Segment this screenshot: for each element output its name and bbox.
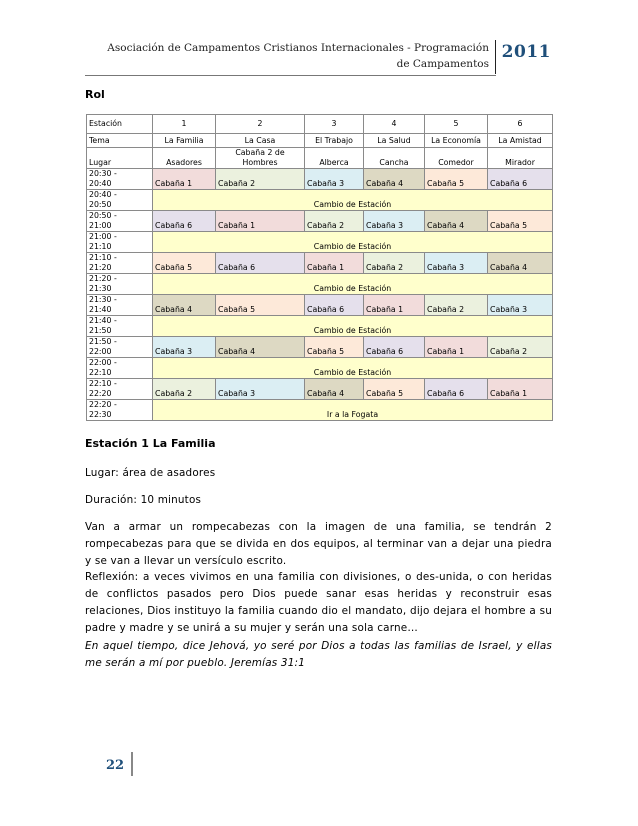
- cabin-cell: Cabaña 5: [153, 253, 216, 274]
- cabin-cell: Cabaña 1: [153, 169, 216, 190]
- cabin-cell: Cabaña 3: [305, 169, 364, 190]
- transition-row: [87, 190, 553, 211]
- cabin-cell: Cabaña 3: [364, 211, 425, 232]
- cabin-cell: Cabaña 1: [305, 253, 364, 274]
- time-slot: 21:00 - 21:10: [87, 232, 153, 253]
- cabin-cell: Cabaña 4: [425, 211, 488, 232]
- schedule-table: [86, 114, 553, 421]
- transition-cell: Cambio de Estación: [153, 232, 553, 253]
- cabin-cell: Cabaña 4: [305, 379, 364, 400]
- cabin-cell: Cabaña 4: [364, 169, 425, 190]
- cabin-cell: Cabaña 4: [488, 253, 553, 274]
- footer-divider: [131, 752, 133, 776]
- station-number: 2: [216, 115, 305, 134]
- cabin-cell: Cabaña 1: [425, 337, 488, 358]
- schedule-row: [87, 379, 553, 400]
- time-slot: 20:40 - 20:50: [87, 190, 153, 211]
- cabin-cell: Cabaña 1: [216, 211, 305, 232]
- cabin-cell: Cabaña 2: [488, 337, 553, 358]
- schedule-table-body: [87, 115, 553, 421]
- cabin-cell: Cabaña 5: [216, 295, 305, 316]
- transition-cell: Ir a la Fogata: [153, 400, 553, 421]
- header-rule: [85, 75, 496, 76]
- cabin-cell: Cabaña 3: [488, 295, 553, 316]
- section-title: Rol: [85, 88, 105, 101]
- station1-verse: En aquel tiempo, dice Jehová, yo seré por Dios a todas las familias de Israel, y ellas me serán a mí por pueblo. Jeremías 31:1: [85, 640, 552, 669]
- lugar-label: Lugar: [87, 148, 153, 169]
- station1-duracion: Duración: 10 minutos: [85, 494, 202, 506]
- cabin-cell: Cabaña 6: [305, 295, 364, 316]
- tema-label: Tema: [87, 134, 153, 148]
- page-header: [85, 40, 553, 74]
- cabin-cell: Cabaña 2: [364, 253, 425, 274]
- station1-lugar: Lugar: área de asadores: [85, 467, 216, 479]
- station-number: 1: [153, 115, 216, 134]
- lugar-cell: Cabaña 2 de Hombres: [216, 148, 305, 169]
- cabin-cell: Cabaña 3: [425, 253, 488, 274]
- tema-cell: La Familia: [153, 134, 216, 148]
- lugar-cell: Cancha: [364, 148, 425, 169]
- schedule-row: [87, 169, 553, 190]
- station1-description: Van a armar un rompecabezas con la imagen de una familia, se tendrán 2 rompecabezas para que se divida en dos equipos, al terminar van a dejar una piedra y se van a llevar un versículo escrito.: [85, 521, 552, 567]
- transition-row: [87, 400, 553, 421]
- schedule-row: [87, 211, 553, 232]
- cabin-cell: Cabaña 2: [216, 169, 305, 190]
- cabin-cell: Cabaña 2: [425, 295, 488, 316]
- station-number: 3: [305, 115, 364, 134]
- tema-row: [87, 134, 553, 148]
- cabin-cell: Cabaña 2: [153, 379, 216, 400]
- cabin-cell: Cabaña 4: [153, 295, 216, 316]
- schedule-row: [87, 295, 553, 316]
- header-title: Asociación de Campamentos Cristianos Internacionales - Programación de Campamentos: [107, 42, 489, 70]
- time-slot: 21:50 - 22:00: [87, 337, 153, 358]
- cabin-cell: Cabaña 1: [364, 295, 425, 316]
- cabin-cell: Cabaña 6: [364, 337, 425, 358]
- transition-row: [87, 274, 553, 295]
- cabin-cell: Cabaña 4: [216, 337, 305, 358]
- lugar-cell: Alberca: [305, 148, 364, 169]
- cabin-cell: Cabaña 5: [488, 211, 553, 232]
- cabin-cell: Cabaña 5: [305, 337, 364, 358]
- cabin-cell: Cabaña 2: [305, 211, 364, 232]
- time-slot: 21:30 - 21:40: [87, 295, 153, 316]
- schedule-row: [87, 337, 553, 358]
- station-header-row: [87, 115, 553, 134]
- time-slot: 22:10 - 22:20: [87, 379, 153, 400]
- cabin-cell: Cabaña 6: [153, 211, 216, 232]
- cabin-cell: Cabaña 5: [364, 379, 425, 400]
- cabin-cell: Cabaña 1: [488, 379, 553, 400]
- transition-row: [87, 316, 553, 337]
- header-divider: [495, 40, 496, 74]
- transition-cell: Cambio de Estación: [153, 274, 553, 295]
- lugar-cell: Mirador: [488, 148, 553, 169]
- tema-cell: La Economía: [425, 134, 488, 148]
- transition-row: [87, 232, 553, 253]
- time-slot: 22:00 - 22:10: [87, 358, 153, 379]
- cabin-cell: Cabaña 6: [488, 169, 553, 190]
- transition-cell: Cambio de Estación: [153, 190, 553, 211]
- transition-cell: Cambio de Estación: [153, 358, 553, 379]
- header-year: 2011: [501, 42, 551, 62]
- time-slot: 20:50 - 21:00: [87, 211, 153, 232]
- lugar-row: [87, 148, 553, 169]
- schedule-row: [87, 253, 553, 274]
- tema-cell: La Amistad: [488, 134, 553, 148]
- page-number: 22: [106, 758, 125, 773]
- lugar-cell: Asadores: [153, 148, 216, 169]
- tema-cell: La Casa: [216, 134, 305, 148]
- lugar-cell: Comedor: [425, 148, 488, 169]
- cabin-cell: Cabaña 5: [425, 169, 488, 190]
- station1-title: Estación 1 La Familia: [85, 437, 216, 450]
- station-number: 6: [488, 115, 553, 134]
- time-slot: 21:40 - 21:50: [87, 316, 153, 337]
- tema-cell: El Trabajo: [305, 134, 364, 148]
- station1-reflection: Reflexión: a veces vivimos en una familia con divisiones, o des-unida, o con heridas de conflictos pasados pero Dios puede sanar esas heridas y reconstruir esas relaciones, Dios instituyo la familia cuando dio el mandato, dijo dejara el hombre a su padre y madre y se unirá a su mujer y serán una sola carne…: [85, 571, 552, 634]
- transition-row: [87, 358, 553, 379]
- transition-cell: Cambio de Estación: [153, 316, 553, 337]
- station-number: 5: [425, 115, 488, 134]
- time-slot: 20:30 - 20:40: [87, 169, 153, 190]
- cabin-cell: Cabaña 6: [425, 379, 488, 400]
- cabin-cell: Cabaña 3: [216, 379, 305, 400]
- cabin-cell: Cabaña 6: [216, 253, 305, 274]
- time-slot: 21:20 - 21:30: [87, 274, 153, 295]
- station-number: 4: [364, 115, 425, 134]
- cabin-cell: Cabaña 3: [153, 337, 216, 358]
- tema-cell: La Salud: [364, 134, 425, 148]
- station-label: Estación: [87, 115, 153, 134]
- time-slot: 22:20 - 22:30: [87, 400, 153, 421]
- time-slot: 21:10 - 21:20: [87, 253, 153, 274]
